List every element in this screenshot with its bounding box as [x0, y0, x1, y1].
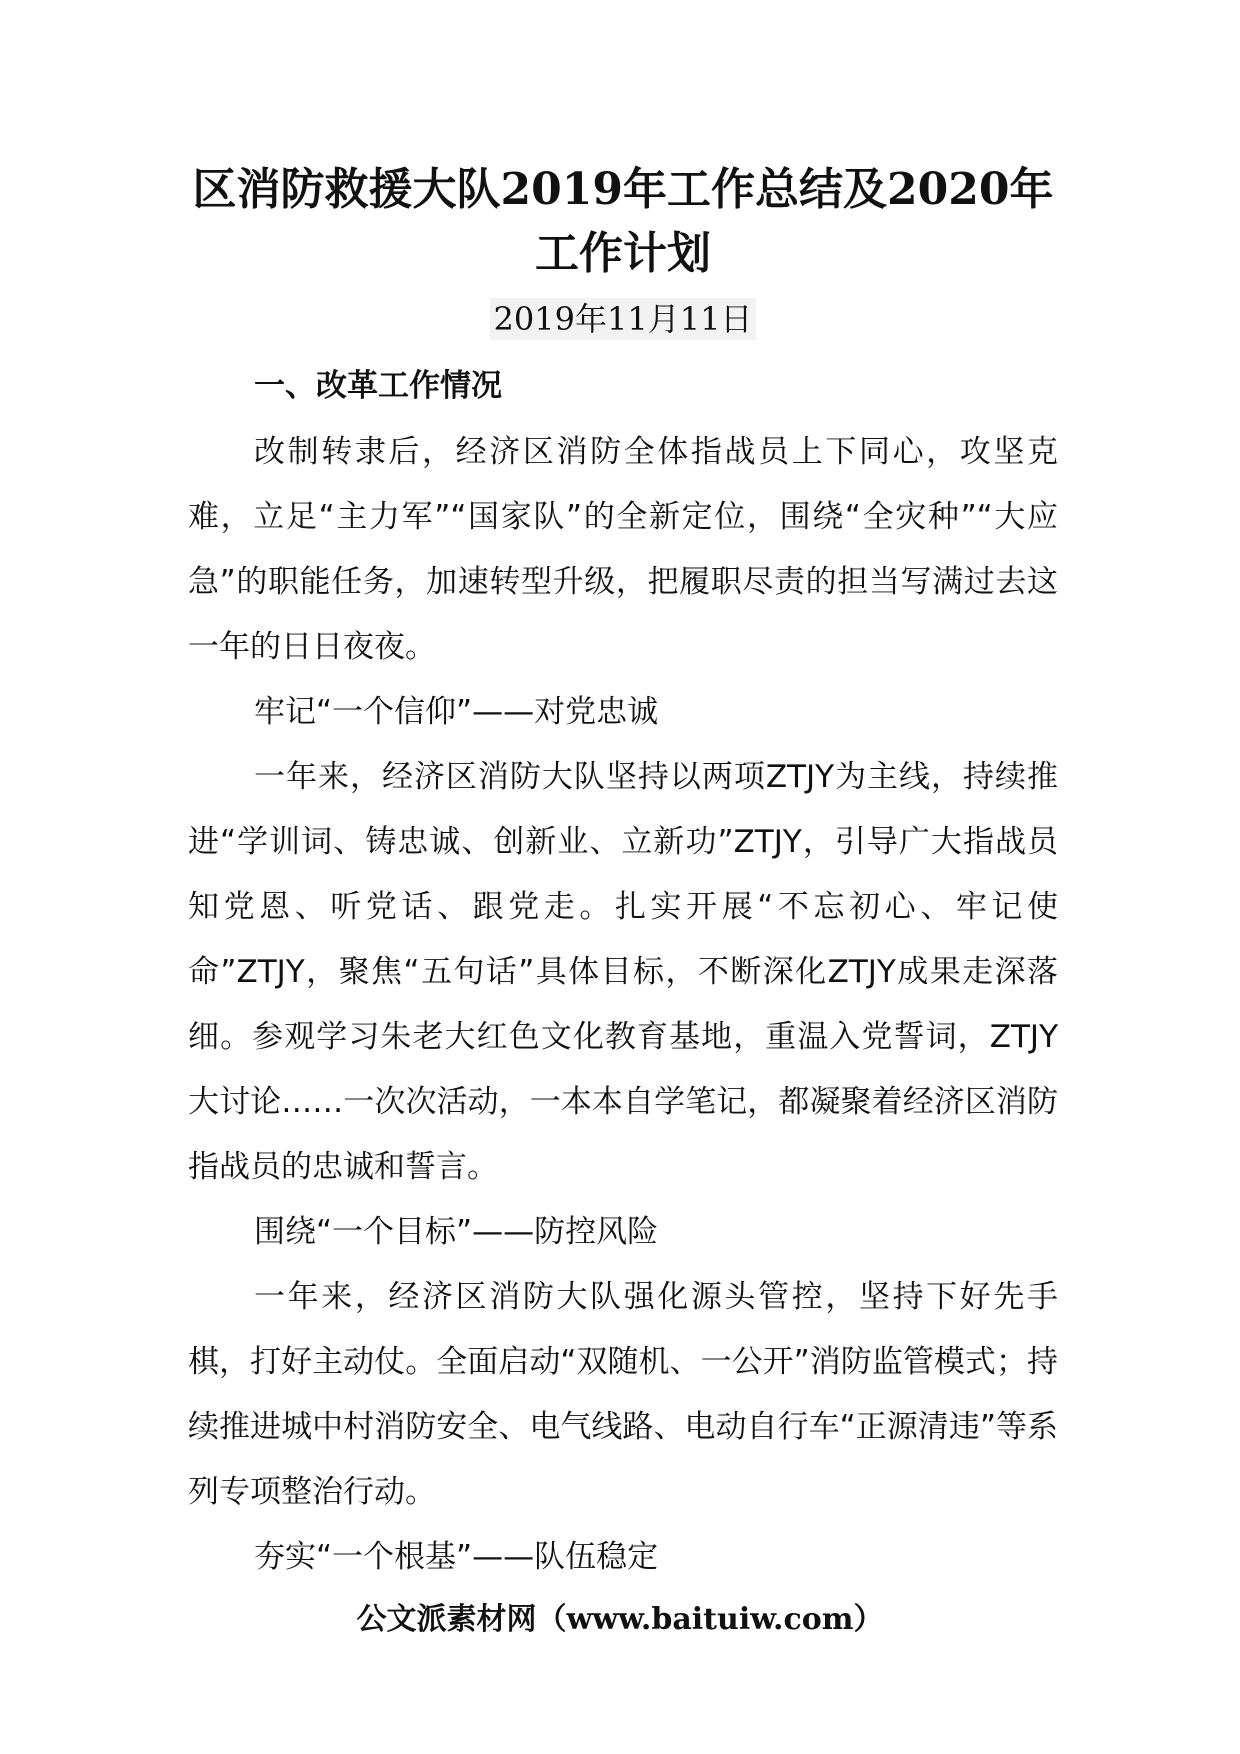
subheading: 夯实“一个根基”——队伍稳定 — [254, 1539, 659, 1575]
subheading: 围绕“一个目标”——防控风险 — [254, 1214, 659, 1250]
paragraph: 一年来，经济区消防大队坚持以两项ZTJY为主线，持续推进“学训词、铸忠诚、创新业、立新功”ZTJY，引导广大指战员知党恩、听党话、跟党走。扎实开展“不忘初心、牢记使命”ZTJY，聚焦“五句话”具体目标，不断深化ZTJY成果走深落细。参观学习朱老大红色文化教育基地，重温入党誓词，ZTJY大讨论……一次次活动，一本本自学笔记，都凝聚着经济区消防指战员的忠诚和誓言。 — [188, 759, 1058, 1185]
date-line — [188, 298, 1058, 342]
title-line-1: 区消防救援大队2019年工作总结及2020年 — [192, 164, 1054, 215]
paragraph: 改制转隶后，经济区消防全体指战员上下同心，攻坚克难，立足“主力军”“国家队”的全新定位，围绕“全灾种”“大应急”的职能任务，加速转型升级，把履职尽责的担当写满过去这一年的日日夜夜。 — [188, 434, 1058, 665]
document-page — [188, 158, 1058, 1590]
section-heading: 一、改革工作情况 — [254, 368, 502, 404]
document-body — [188, 420, 1058, 1590]
subheading: 牢记“一个信仰”——对党忠诚 — [254, 694, 659, 730]
footer-watermark: 公文派素材网（www.baituiw.com） — [356, 1602, 884, 1637]
title-line-2: 工作计划 — [535, 228, 711, 279]
document-title — [188, 158, 1058, 286]
paragraph: 一年来，经济区消防大队强化源头管控，坚持下好先手棋，打好主动仗。全面启动“双随机、一公开”消防监管模式；持续推进城中村消防安全、电气线路、电动自行车“正源清违”等系列专项整治行动。 — [188, 1279, 1058, 1510]
document-date: 2019年11月11日 — [490, 298, 757, 340]
